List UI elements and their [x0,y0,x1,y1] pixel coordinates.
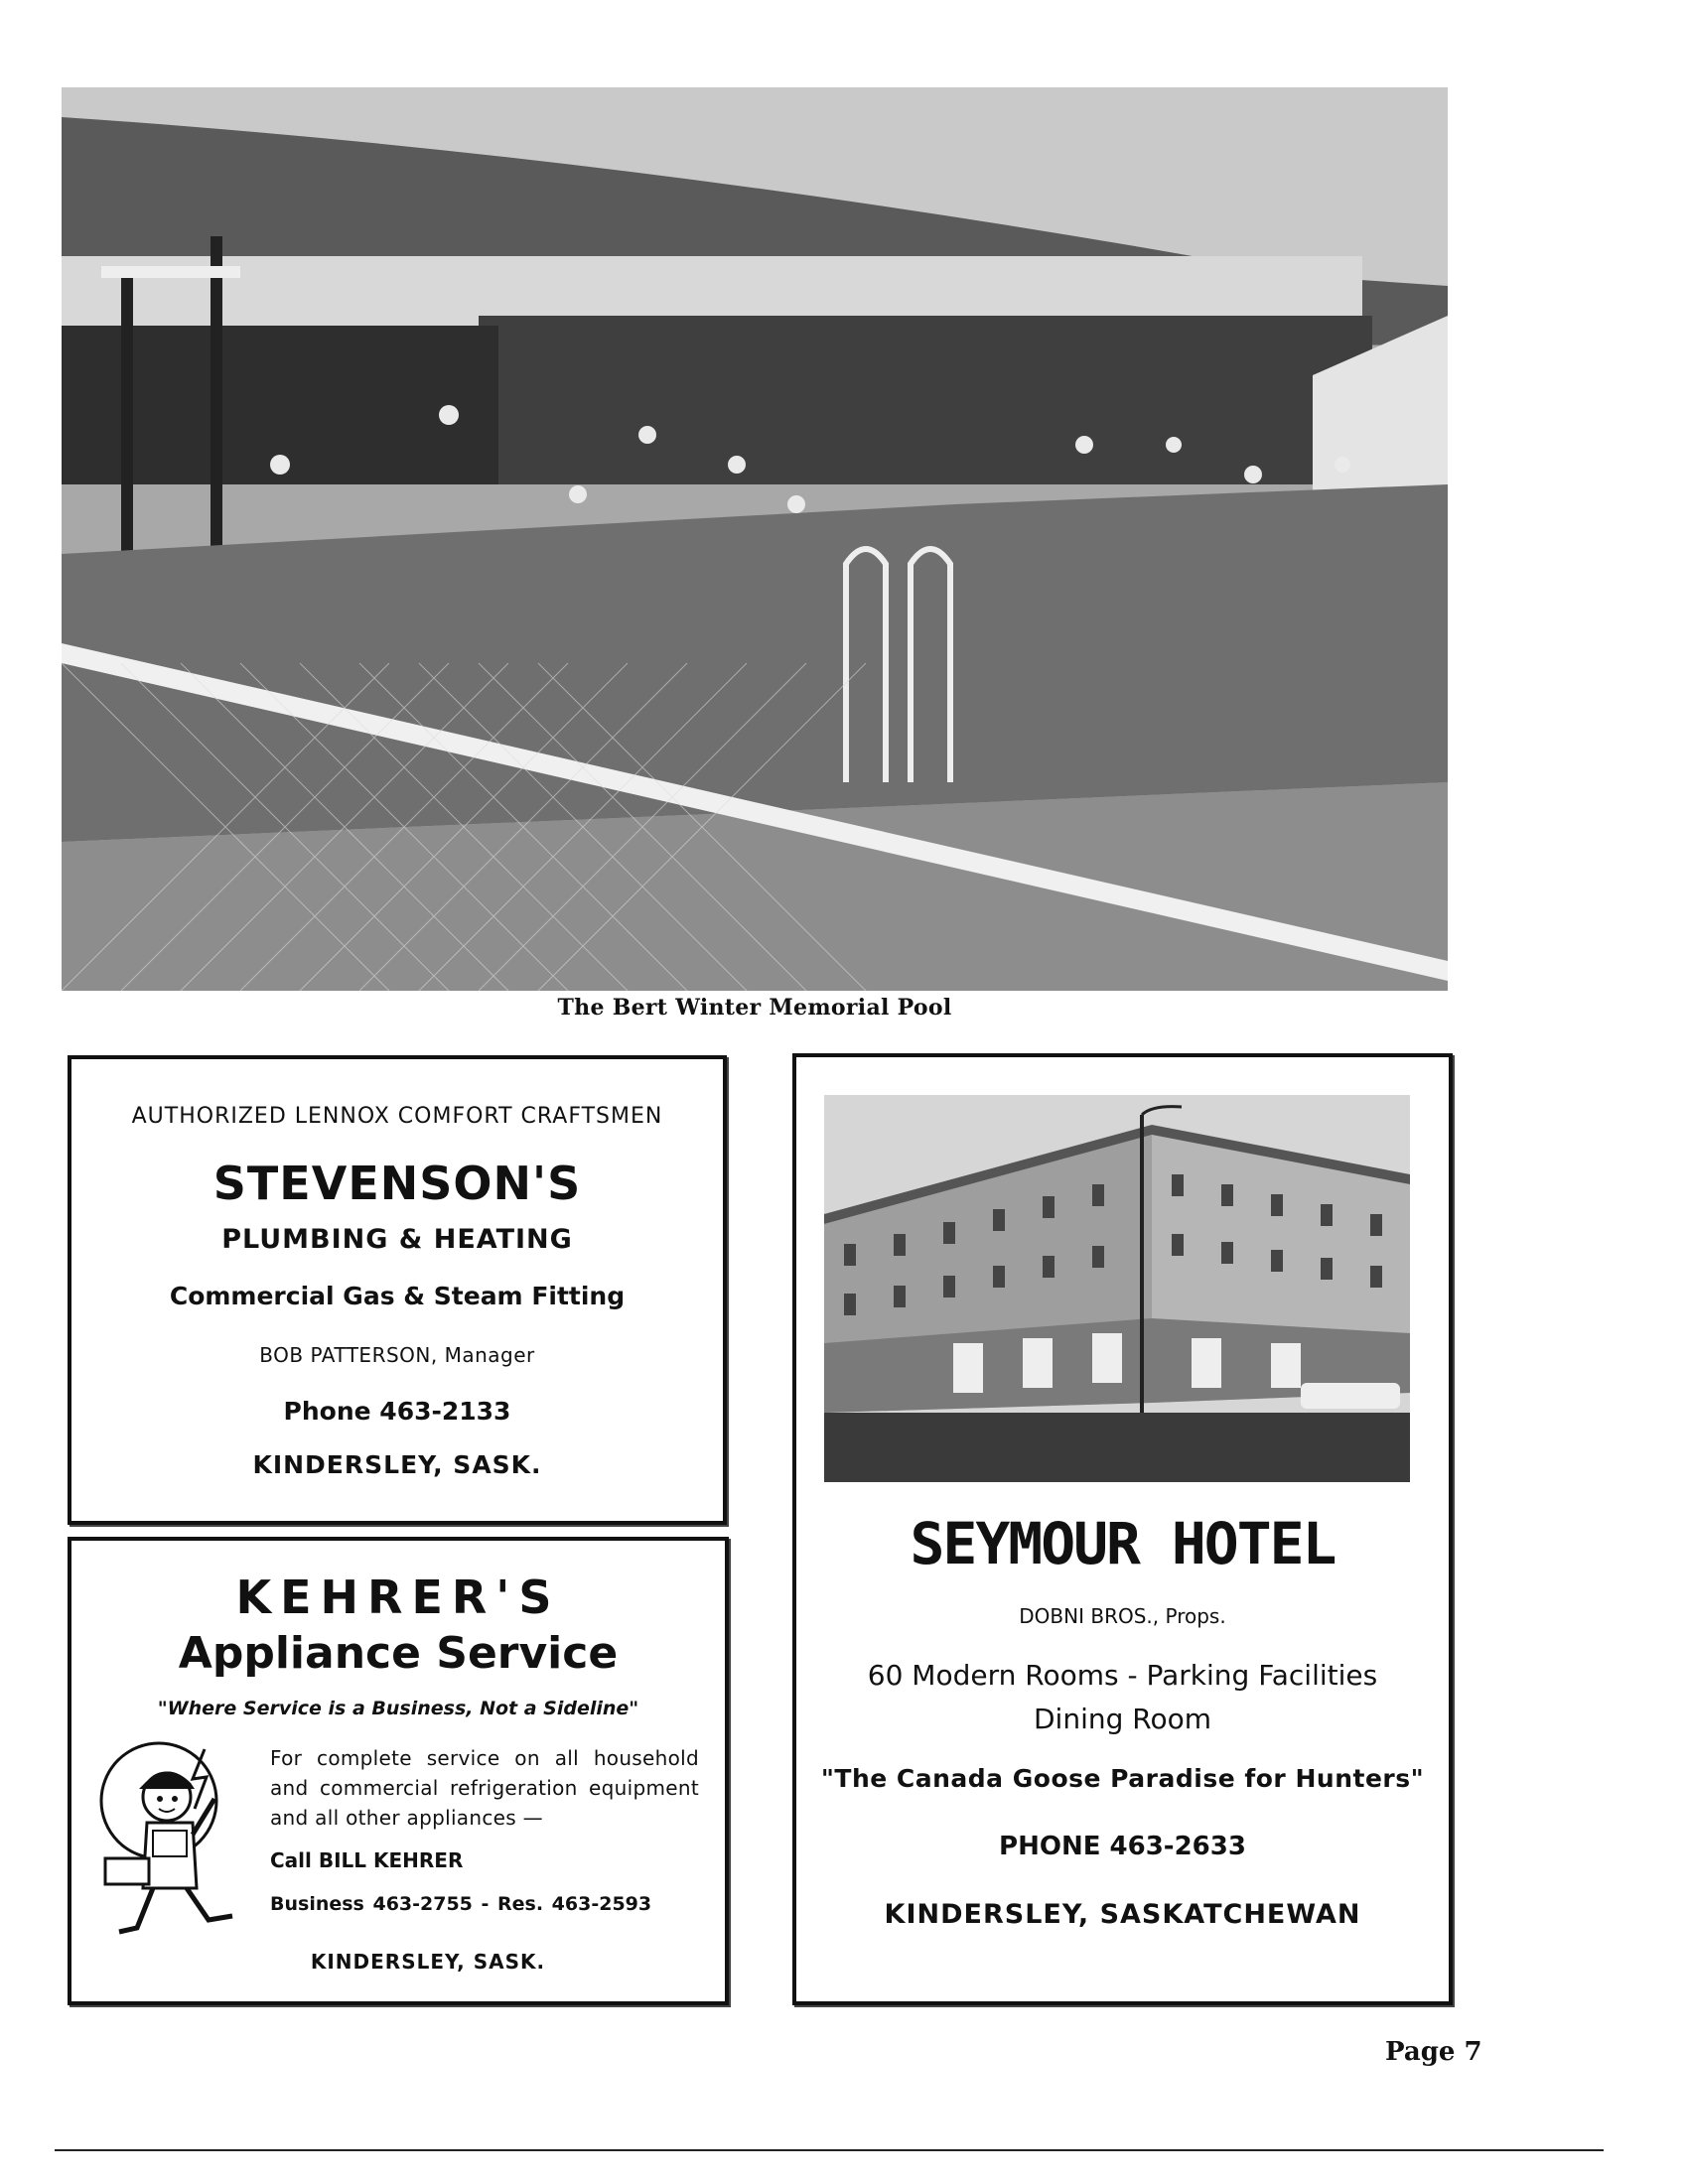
stevenson-tagline: AUTHORIZED LENNOX COMFORT CRAFTSMEN [131,1104,663,1129]
kehrer-call: Call BILL KEHRER [270,1848,464,1872]
stevenson-manager: BOB PATTERSON, Manager [259,1343,535,1367]
stevenson-phone: Phone 463-2133 [283,1397,511,1426]
hotel-photo [824,1095,1410,1482]
kehrer-phones: Business 463-2755 - Res. 463-2593 [270,1893,652,1915]
seymour-ad [792,1053,1453,2005]
stevenson-subtitle: PLUMBING & HEATING [221,1224,573,1255]
kehrer-slogan: "Where Service is a Business, Not a Sideline" [157,1698,639,1719]
stevenson-name: STEVENSON'S [212,1157,582,1210]
bottom-rule [55,2149,1604,2151]
stevenson-ad [68,1055,727,1525]
kehrer-description: For complete service on all household and commercial refrigeration equipment and all other appliances — [270,1746,699,1830]
seymour-props: DOBNI BROS., Props. [1019,1604,1226,1628]
seymour-dining: Dining Room [1033,1703,1212,1735]
pool-caption: The Bert Winter Memorial Pool [557,995,952,1021]
kehrer-ad [68,1537,729,2005]
pool-photo [62,87,1448,991]
page-number: Page 7 [1385,2037,1482,2067]
kehrer-name: KEHRER'S [235,1570,561,1624]
seymour-city: KINDERSLEY, SASKATCHEWAN [884,1899,1361,1930]
stevenson-city: KINDERSLEY, SASK. [252,1450,542,1479]
stevenson-commercial: Commercial Gas & Steam Fitting [169,1282,626,1310]
seymour-rooms: 60 Modern Rooms - Parking Facilities [867,1659,1378,1692]
seymour-name: SEYMOUR HOTEL [910,1510,1336,1577]
seymour-slogan: "The Canada Goose Paradise for Hunters" [820,1764,1425,1793]
kehrer-subtitle: Appliance Service [178,1628,619,1679]
repairman-mascot-icon [97,1739,246,1943]
kehrer-city: KINDERSLEY, SASK. [310,1950,546,1974]
seymour-phone: PHONE 463-2633 [999,1832,1246,1861]
